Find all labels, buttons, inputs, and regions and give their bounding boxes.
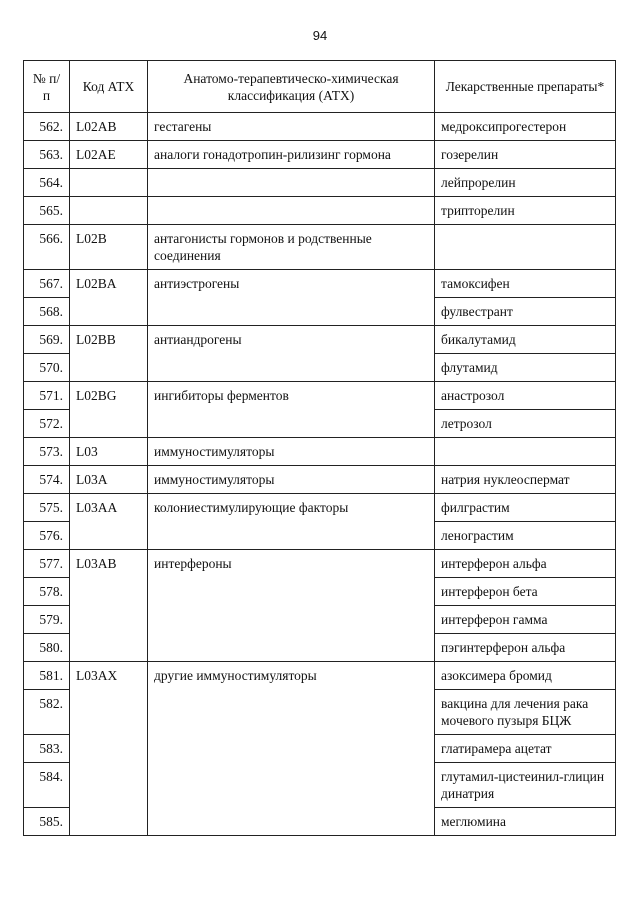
table-row (24, 550, 616, 578)
table-row (24, 438, 616, 466)
atx-code (70, 169, 148, 197)
atx-table (23, 60, 616, 836)
row-number: 584. (24, 763, 70, 808)
drug-name: анастрозол (435, 382, 616, 410)
atx-code: L02BG (70, 382, 148, 438)
row-number: 582. (24, 690, 70, 735)
row-number: 572. (24, 410, 70, 438)
atx-code: L02AE (70, 141, 148, 169)
drug-name: интерферон бета (435, 578, 616, 606)
row-number: 576. (24, 522, 70, 550)
drug-name: летрозол (435, 410, 616, 438)
atx-classification: ингибиторы ферментов (148, 382, 435, 438)
atx-classification: антиэстрогены (148, 270, 435, 326)
table-row (24, 169, 616, 197)
row-number: 569. (24, 326, 70, 354)
row-number: 568. (24, 298, 70, 326)
row-number: 563. (24, 141, 70, 169)
atx-classification: колониестимулирующие факторы (148, 494, 435, 550)
drug-name: фулвестрант (435, 298, 616, 326)
drug-name: пэгинтерферон альфа (435, 634, 616, 662)
table-row (24, 197, 616, 225)
drug-name: тамоксифен (435, 270, 616, 298)
row-number: 578. (24, 578, 70, 606)
drug-name: лейпрорелин (435, 169, 616, 197)
row-number: 574. (24, 466, 70, 494)
page-number: 94 (312, 28, 328, 43)
row-number: 580. (24, 634, 70, 662)
row-number: 565. (24, 197, 70, 225)
drug-name: интерферон гамма (435, 606, 616, 634)
drug-name (435, 438, 616, 466)
row-number: 575. (24, 494, 70, 522)
row-number: 577. (24, 550, 70, 578)
atx-code: L03 (70, 438, 148, 466)
atx-code: L03AB (70, 550, 148, 662)
row-number: 581. (24, 662, 70, 690)
atx-classification: иммуностимуляторы (148, 438, 435, 466)
row-number: 583. (24, 735, 70, 763)
atx-code: L02AB (70, 113, 148, 141)
atx-code (70, 197, 148, 225)
drug-name: глутамил-цистеинил-глицин динатрия (435, 763, 616, 808)
header-code: Код АТХ (70, 61, 148, 113)
atx-classification: интерфероны (148, 550, 435, 662)
row-number: 570. (24, 354, 70, 382)
header-num: № п/п (24, 61, 70, 113)
table-row (24, 382, 616, 410)
drug-name: медроксипрогестерон (435, 113, 616, 141)
header-classification: Анатомо-терапевтическо-химическая классификация (АТХ) (148, 61, 435, 113)
atx-classification: антиандрогены (148, 326, 435, 382)
table-row (24, 141, 616, 169)
table-row (24, 466, 616, 494)
atx-classification: гестагены (148, 113, 435, 141)
row-number: 566. (24, 225, 70, 270)
row-number: 564. (24, 169, 70, 197)
drug-name: филграстим (435, 494, 616, 522)
drug-name: вакцина для лечения рака мочевого пузыря БЦЖ (435, 690, 616, 735)
drug-name: меглюмина (435, 808, 616, 836)
atx-classification: аналоги гонадотропин-рилизинг гормона (148, 141, 435, 169)
table-row (24, 662, 616, 690)
table-row (24, 225, 616, 270)
atx-code: L02BA (70, 270, 148, 326)
drug-name: бикалутамид (435, 326, 616, 354)
atx-classification: другие иммуностимуляторы (148, 662, 435, 836)
atx-classification (148, 197, 435, 225)
drug-name: ленограстим (435, 522, 616, 550)
table-row (24, 494, 616, 522)
row-number: 567. (24, 270, 70, 298)
row-number: 579. (24, 606, 70, 634)
drug-name: трипторелин (435, 197, 616, 225)
atx-code: L02B (70, 225, 148, 270)
drug-name: азоксимера бромид (435, 662, 616, 690)
atx-code: L03AA (70, 494, 148, 550)
row-number: 573. (24, 438, 70, 466)
row-number: 562. (24, 113, 70, 141)
table-row (24, 113, 616, 141)
atx-classification: иммуностимуляторы (148, 466, 435, 494)
drug-name: интерферон альфа (435, 550, 616, 578)
drug-name: флутамид (435, 354, 616, 382)
drug-name: гозерелин (435, 141, 616, 169)
atx-code: L02BB (70, 326, 148, 382)
atx-code: L03A (70, 466, 148, 494)
drug-name: глатирамера ацетат (435, 735, 616, 763)
row-number: 585. (24, 808, 70, 836)
atx-classification: антагонисты гормонов и родственные соединения (148, 225, 435, 270)
drug-name (435, 225, 616, 270)
drug-name: натрия нуклеоспермат (435, 466, 616, 494)
table-row (24, 270, 616, 298)
atx-code: L03AX (70, 662, 148, 836)
atx-classification (148, 169, 435, 197)
header-drugs: Лекарственные препараты* (435, 61, 616, 113)
table-row (24, 326, 616, 354)
table-header-row (24, 61, 616, 113)
row-number: 571. (24, 382, 70, 410)
